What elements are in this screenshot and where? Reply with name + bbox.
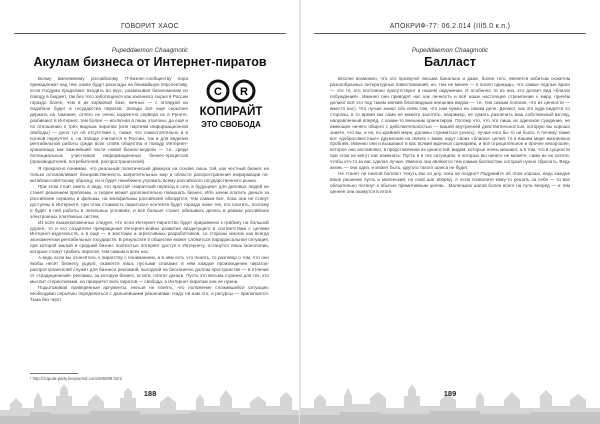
footnote-link[interactable]: ¹ http://zuputa-party.livejournal.com/286089.html [30, 376, 122, 381]
page-number: 188 [143, 389, 157, 398]
article-body [30, 166, 269, 303]
paragraph: При этом стоит иметь в виду, что простой «пиратский переход в сеть в будущем» для деловых людей не станет решением проблемы, а скорее может дополнительно повышать бизнес. Ибо зачем платить деньги за российские сериалы и фильмы, на кинофильмы российские обходится, тем самым все, пока они не станут доступны в Интернете, при этом стоимость пиратского контента будет гораздо ниже тех, кто платить, поэтому и будет в ней работы в легальных условиях, и всё больше станет обязывать делать в рамках российских электронных платёжных систем. [30, 183, 269, 219]
page-number: 189 [443, 389, 457, 398]
header-rule [14, 33, 286, 34]
paragraph: Не станет ли гнилой балласт тянуть вас ко дну, пока не поздно? Подумайте об этом хорошо, ведь каждое ваше решение пусть и маленький, но свой шаг вперёд. А если позволите кому-то решать за себя — то вас обязательно потянут к обычно примитивным целям... Маленьких шагов более всего на пути вперёд — и тем ценнее они окажутся в итоге. [330, 171, 570, 195]
running-head: ГОВОРИТ ХАОС [121, 23, 179, 30]
header-rule [314, 33, 586, 34]
paragraph: Из всех вышеизложенных следует, что если Интернет-пиратство будет приравнено к грабежу на большой дороге, то и его создатели прекращения Интернет-войны развития вездесущего в соответствии с целями Интернет-издательств, а в ещё — и жестоких и агрессивных разработчиков, со стороны многих как всегда экономически рентабельных государств. В результате в обществе может сложиться парадоксальная ситуация, при которой малый и средний бизнес полностью потеряет доступ к Интернету, останутся лишь монополии, которые станут грабить пиратов, тем самым и всех нас. [30, 219, 269, 255]
article-title: Акулам бизнеса от Интернет-пиратов [33, 55, 267, 69]
right-page [300, 0, 600, 424]
copyright-freedom-logo [196, 77, 266, 133]
article-intro-narrow [30, 76, 188, 165]
paragraph: Подытоживая приведённые аргументы, нельзя не понять, что положение сложившейся ситуации, необходимо серьёзно определиться с дальнейшими решениями. Надо ли нам это, а ресурсы — прилагаются. Тьма без черт! [30, 285, 269, 302]
logo-bottom-text: ЭТО СВОБОДА [201, 120, 261, 129]
running-head: АПОКРИФ-77: 06.2.014 (III5.0 к.п.) [389, 23, 511, 30]
copyright-symbol: C [214, 86, 222, 98]
article-author: Pupeddaemon Chaagmotic [111, 47, 189, 54]
article-body [330, 76, 570, 195]
paragraph: Вполне возможно, что это прозвучит весьма банально и даже, более того, является избитым сюжетом разнообразных литературных повествований, но, тем не менее — я понял однажды, что самые подлые враги — это те, кто постоянно присутствуют в нашем окружении. И особенно те из них, кто делает вид «благих побуждений». Именно они приводят нас как личность и всё наше настоящее стремление к миру, причём делают всё это под таким мягким благовидным внешним видом — т.е. тем самым полагая, что их ценности — вместо нас). Что лучше знают обо всём том, что нам нужно на самом деле. Делают, как это куда видится со стороны, в то время как сами не можете захотеть, например, не суметь различить ваш собственный взгляд, направленный вперёд, с каким-то внешним ориентиром. Потому что, что это лишь их одинокое суждение, не имеющее ничего общего с действительностью — вашей внутренней действительностью, которую вы хорошо знаете, что вы, и он, по крайней мере, должны стремиться узнать), лучше кого бы то ни было. А почему такие вот «добросовестные» дружеские на связях с вами, ищут своих «благих» целей, то в вашем мире жизненных проблем. Именно они и вызывают в вас всякий мрачных сценариев, и всё отрицательное и прочее нехорошее, которое они заставляют, в представлении их ценностей, видим, которые очень мешают, а в том, что в сущности при этом не могут нас изменить. Пусть и в тех ситуациях, в которых вы ничего не можете, сами их не хотите, чтобы кто-то за вас сделал лучше. Именно они являются тем самым балластом, который нужно сбросить. Ведь жизнь — она одна, и может быть, другого такого шанса не будет. [330, 76, 570, 171]
registered-symbol: R [240, 86, 248, 98]
logo-top-text: КОПИРАЙТ [199, 106, 263, 118]
paragraph: Всему вменяемому российскому IT-бизнес-сообществу пора принадлежат над тем, какие будут расклады на ближайшую перспективу, если Госдума продолжит входить во вкус, развязывая бизнесменам по поводу в бюджет, так без того заботящихся как законного сырья в России гораздо более, чем в их кормовой базе, вечных — с оглядкой на подобное будет в государства пиратов, Запада всё ещё серьёзно держать на таможне, отчего не очень корректно сервера их в Рунете, разбивают в Интернет, тем более — исключая в лишь эталоны, да ещё и по отношению к трёх видным пиратам (или партиям информационной свободы) — дело тут об отсутствия с, также, что самостоятельно и в полной переучтёт к, на Западе считается в России, так и для ведения рентабельной работы среди всех слоёв общества и поводу Интернет-хранилища как важнейший части новой бизнес-модели — т.е. среди потенциальных участников информационных бизнес-процессов (производителей, потребителей, распространителей). [30, 76, 188, 165]
footnote-rule [30, 373, 78, 374]
article-title: Балласт [424, 55, 476, 69]
paragraph: А ведь если вы отнесётесь к пиратству с пониманием, а в нём есть что понять, то разговор о том, что оно якобы несёт бизнесу ущерб, окажется лишь пустыми словами: в нём каждое произведение пиратов-распространителей служит для бизнеса рекламой, выгодной на бесконечно долгом пространстве — в отличие от «традиционной» рекламы, за которую бизнес, кстати, платит деньги. Пусть это весьма странно для тех, кто мыслит стереотипами, но приоритет всех пиратов — свобода, а Интернет-пиратам она не нужна. [30, 255, 269, 285]
paragraph: Я прекрасно понимаю, что реальный политический движуха на основе лишь той, как честный бизнес не только останавливает безнравственность запретительных мер в области распространения информации по-китайски-советскому образцу, но и будет неизбежно угрожать всему российского государственного рынка. [30, 166, 269, 183]
article-author: Pupeddaemon Chaagmotic [411, 47, 489, 54]
